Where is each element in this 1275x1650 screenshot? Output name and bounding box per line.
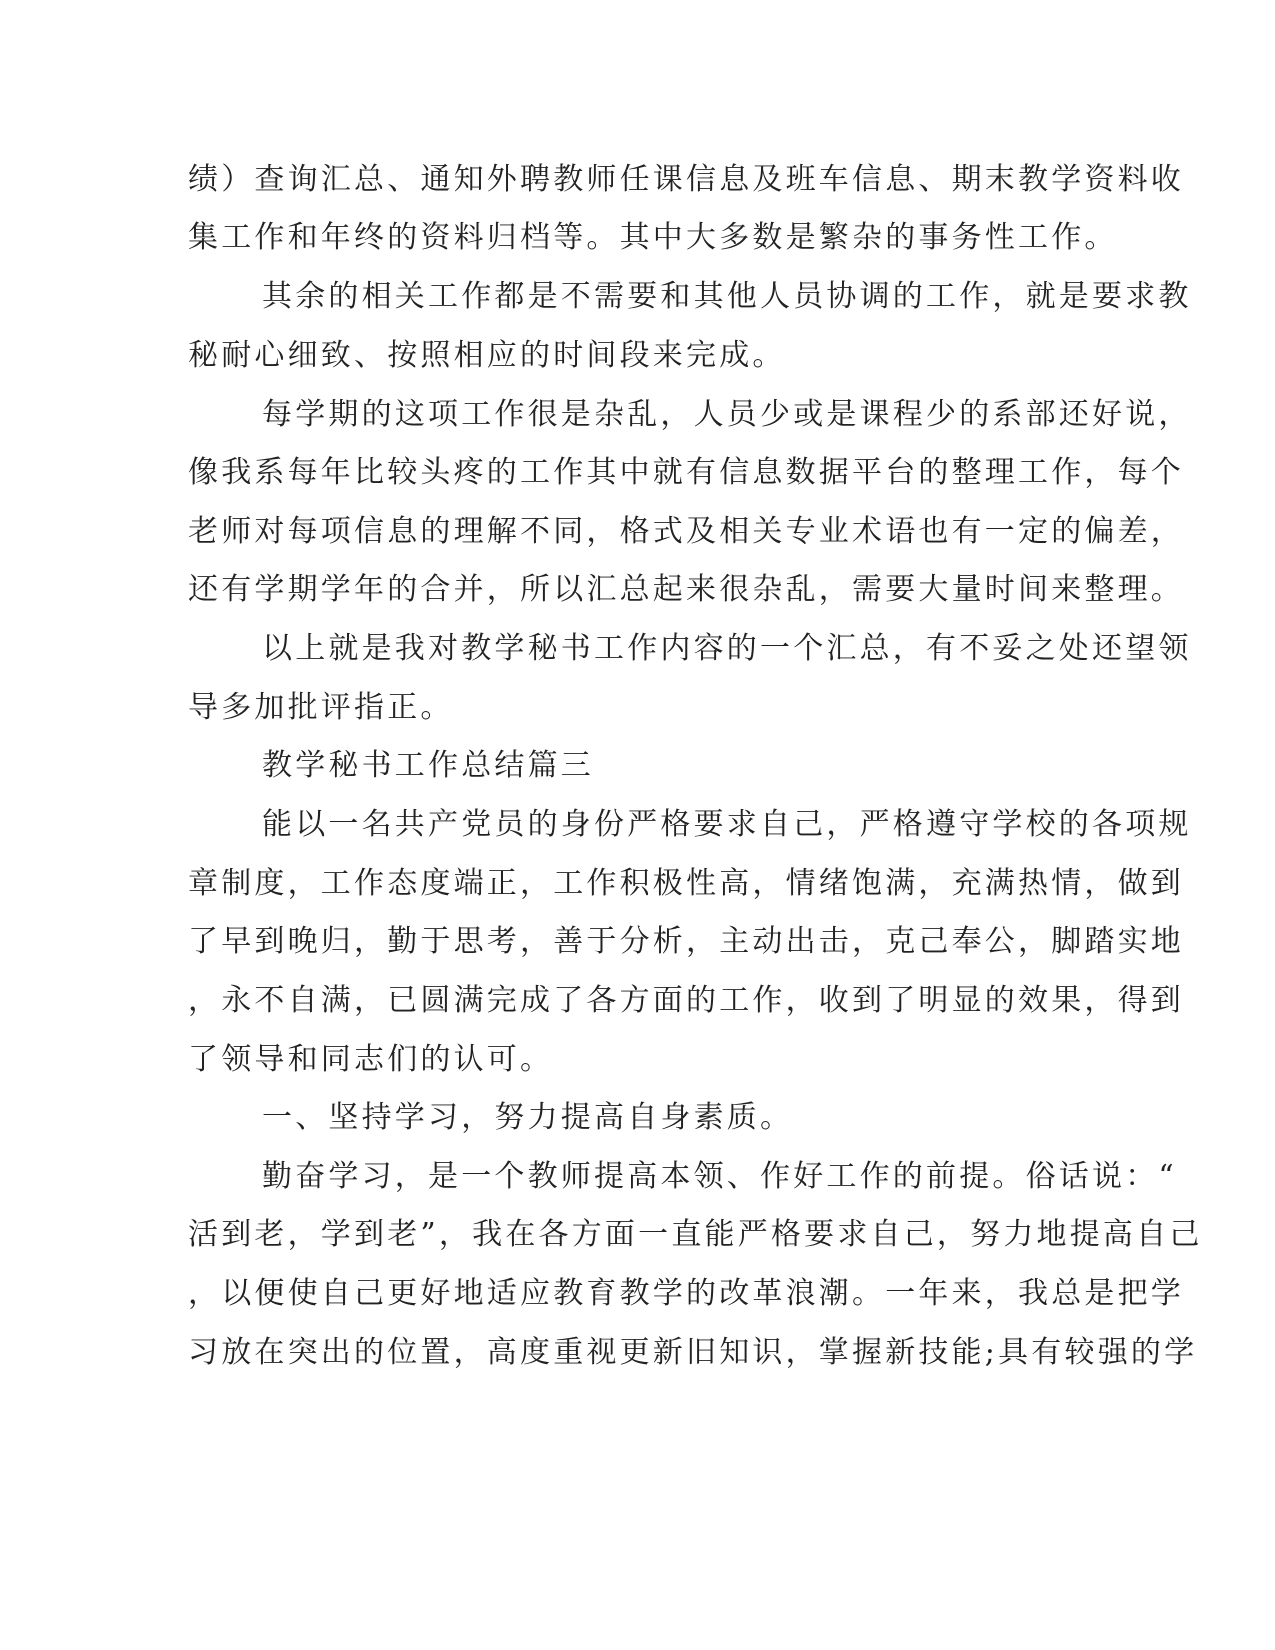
paragraph-line: 习放在突出的位置，高度重视更新旧知识，掌握新技能;具有较强的学	[188, 1335, 1198, 1370]
paragraph-line: 老师对每项信息的理解不同，格式及相关专业术语也有一定的偏差，	[188, 514, 1184, 549]
paragraph-line: 章制度，工作态度端正，工作积极性高，情绪饱满，充满热情，做到	[188, 866, 1184, 901]
paragraph-line: 像我系每年比较头疼的工作其中就有信息数据平台的整理工作，每个	[188, 455, 1184, 490]
paragraph-line: 其余的相关工作都是不需要和其他人员协调的工作，就是要求教	[262, 279, 1192, 314]
paragraph-line: 以上就是我对教学秘书工作内容的一个汇总，有不妥之处还望领	[262, 631, 1192, 666]
paragraph-line: ，永不自满，已圆满完成了各方面的工作，收到了明显的效果，得到	[188, 983, 1184, 1018]
paragraph-line: 了领导和同志们的认可。	[188, 1042, 554, 1077]
subheading: 一、坚持学习，努力提高自身素质。	[262, 1100, 794, 1135]
paragraph-line: 绩）查询汇总、通知外聘教师任课信息及班车信息、期末教学资料收	[188, 162, 1184, 197]
paragraph-line: 勤奋学习，是一个教师提高本领、作好工作的前提。俗话说：“	[262, 1159, 1177, 1194]
paragraph-line: 了早到晚归，勤于思考，善于分析，主动出击，克己奉公，脚踏实地	[188, 924, 1184, 959]
paragraph-line: 活到老，学到老”，我在各方面一直能严格要求自己，努力地提高自己	[188, 1217, 1203, 1252]
paragraph-line: 集工作和年终的资料归档等。其中大多数是繁杂的事务性工作。	[188, 220, 1118, 255]
paragraph-line: 能以一名共产党员的身份严格要求自己，严格遵守学校的各项规	[262, 807, 1192, 842]
paragraph-line: 导多加批评指正。	[188, 690, 454, 725]
paragraph-line: ，以便使自己更好地适应教育教学的改革浪潮。一年来，我总是把学	[188, 1276, 1184, 1311]
paragraph-line: 每学期的这项工作很是杂乱，人员少或是课程少的系部还好说，	[262, 397, 1192, 432]
paragraph-line: 秘耐心细致、按照相应的时间段来完成。	[188, 338, 786, 373]
paragraph-line: 还有学期学年的合并，所以汇总起来很杂乱，需要大量时间来整理。	[188, 572, 1184, 607]
section-heading: 教学秘书工作总结篇三	[262, 748, 594, 783]
